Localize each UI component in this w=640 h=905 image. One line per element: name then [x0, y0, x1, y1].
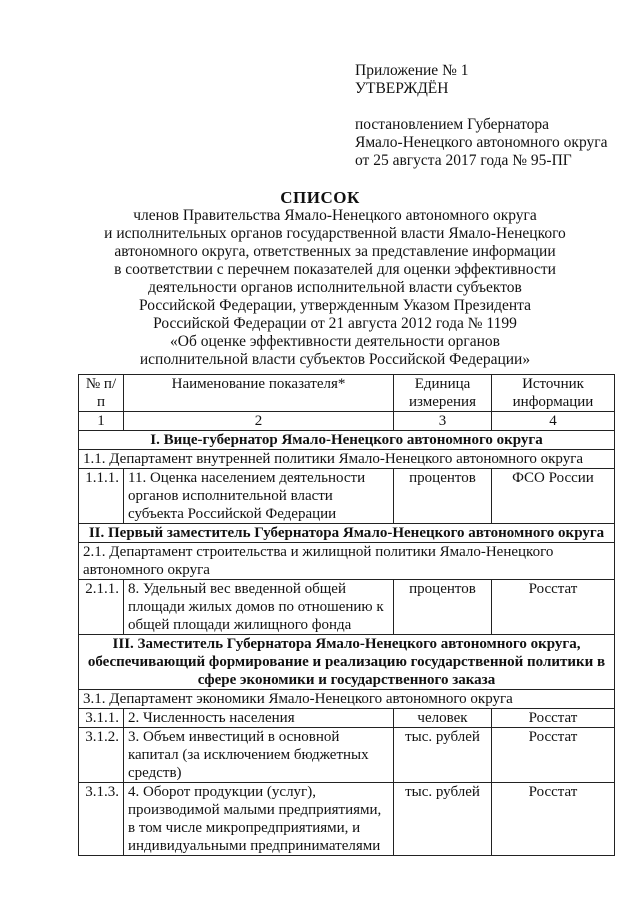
- section-title: I. Вице-губернатор Ямало-Ненецкого автономного округа: [79, 431, 615, 450]
- row-source: ФСО России: [492, 469, 615, 524]
- decree-line: Ямало-Ненецкого автономного округа: [355, 134, 608, 151]
- department-title: 1.1. Департамент внутренней политики Ямало-Ненецкого автономного округа: [79, 450, 615, 469]
- table-row: [79, 783, 615, 856]
- row-source: Росстат: [492, 783, 615, 856]
- subtitle-line: Российской Федерации от 21 августа 2012 года № 1199: [153, 315, 517, 332]
- table-row: [79, 709, 615, 728]
- decree-line: от 25 августа 2017 года № 95-ПГ: [355, 152, 572, 169]
- subtitle-line: членов Правительства Ямало-Ненецкого автономного округа: [133, 207, 537, 224]
- row-source: Росстат: [492, 580, 615, 635]
- subtitle-line: исполнительной власти субъектов Российской Федерации»: [139, 351, 531, 368]
- row-indicator: 2. Численность населения: [124, 709, 394, 728]
- header-source: Источник информации: [492, 375, 615, 412]
- row-num: 1.1.1.: [79, 469, 124, 524]
- row-indicator: 8. Удельный вес введенной общей площади жилых домов по отношению к общей площади жилищного фонда: [124, 580, 394, 635]
- column-numbers-row: [79, 412, 615, 431]
- section-row: [79, 431, 615, 450]
- row-unit: процентов: [394, 469, 492, 524]
- row-num: 2.1.1.: [79, 580, 124, 635]
- row-source: Росстат: [492, 728, 615, 783]
- department-row: [79, 690, 615, 709]
- col-number: 4: [492, 412, 615, 431]
- row-num: 3.1.3.: [79, 783, 124, 856]
- subtitle-line: и исполнительных органов государственной власти Ямало-Ненецкого: [104, 225, 566, 242]
- subtitle-line: «Об оценке эффективности деятельности органов: [170, 333, 500, 350]
- row-indicator: 3. Объем инвестиций в основной капитал (за исключением бюджетных средств): [124, 728, 394, 783]
- department-title: 3.1. Департамент экономики Ямало-Ненецкого автономного округа: [79, 690, 615, 709]
- table-header-row: [79, 375, 615, 412]
- row-unit: процентов: [394, 580, 492, 635]
- section-row: [79, 524, 615, 543]
- approved-label: УТВЕРЖДЁН: [355, 80, 449, 97]
- section-title: III. Заместитель Губернатора Ямало-Ненецкого автономного округа, обеспечивающий формирование и реализацию государственной политики в сфере экономики и государственного заказа: [79, 635, 615, 690]
- subtitle-line: деятельности органов исполнительной власти субъектов: [148, 279, 522, 296]
- department-title: 2.1. Департамент строительства и жилищной политики Ямало-Ненецкого автономного округа: [79, 543, 615, 580]
- department-row: [79, 450, 615, 469]
- section-row: [79, 635, 615, 690]
- row-unit: тыс. рублей: [394, 783, 492, 856]
- appendix-label: Приложение № 1: [355, 62, 469, 79]
- subtitle-line: автономного округа, ответственных за представление информации: [114, 243, 556, 260]
- row-indicator: 11. Оценка населением деятельности органов исполнительной власти субъекта Российской Федерации: [124, 469, 394, 524]
- subtitle-line: Российской Федерации, утвержденным Указом Президента: [138, 297, 532, 314]
- row-source: Росстат: [492, 709, 615, 728]
- indicators-table: [78, 374, 615, 856]
- department-row: [79, 543, 615, 580]
- decree-line: постановлением Губернатора: [355, 116, 550, 133]
- col-number: 3: [394, 412, 492, 431]
- document-title: СПИСОК: [280, 188, 360, 207]
- header-unit: Единица измерения: [394, 375, 492, 412]
- row-num: 3.1.1.: [79, 709, 124, 728]
- header-name: Наименование показателя*: [124, 375, 394, 412]
- table-row: [79, 469, 615, 524]
- row-num: 3.1.2.: [79, 728, 124, 783]
- col-number: 2: [124, 412, 394, 431]
- row-indicator: 4. Оборот продукции (услуг), производимой малыми предприятиями, в том числе микропредприятиями, и индивидуальными предпринимателями: [124, 783, 394, 856]
- table-row: [79, 580, 615, 635]
- col-number: 1: [79, 412, 124, 431]
- document-subtitle: [80, 207, 590, 369]
- table-row: [79, 728, 615, 783]
- section-title: II. Первый заместитель Губернатора Ямало-Ненецкого автономного округа: [79, 524, 615, 543]
- row-unit: тыс. рублей: [394, 728, 492, 783]
- row-unit: человек: [394, 709, 492, 728]
- subtitle-line: в соответствии с перечнем показателей для оценки эффективности: [114, 261, 556, 278]
- approval-block: [355, 62, 625, 170]
- header-num: № п/п: [79, 375, 124, 412]
